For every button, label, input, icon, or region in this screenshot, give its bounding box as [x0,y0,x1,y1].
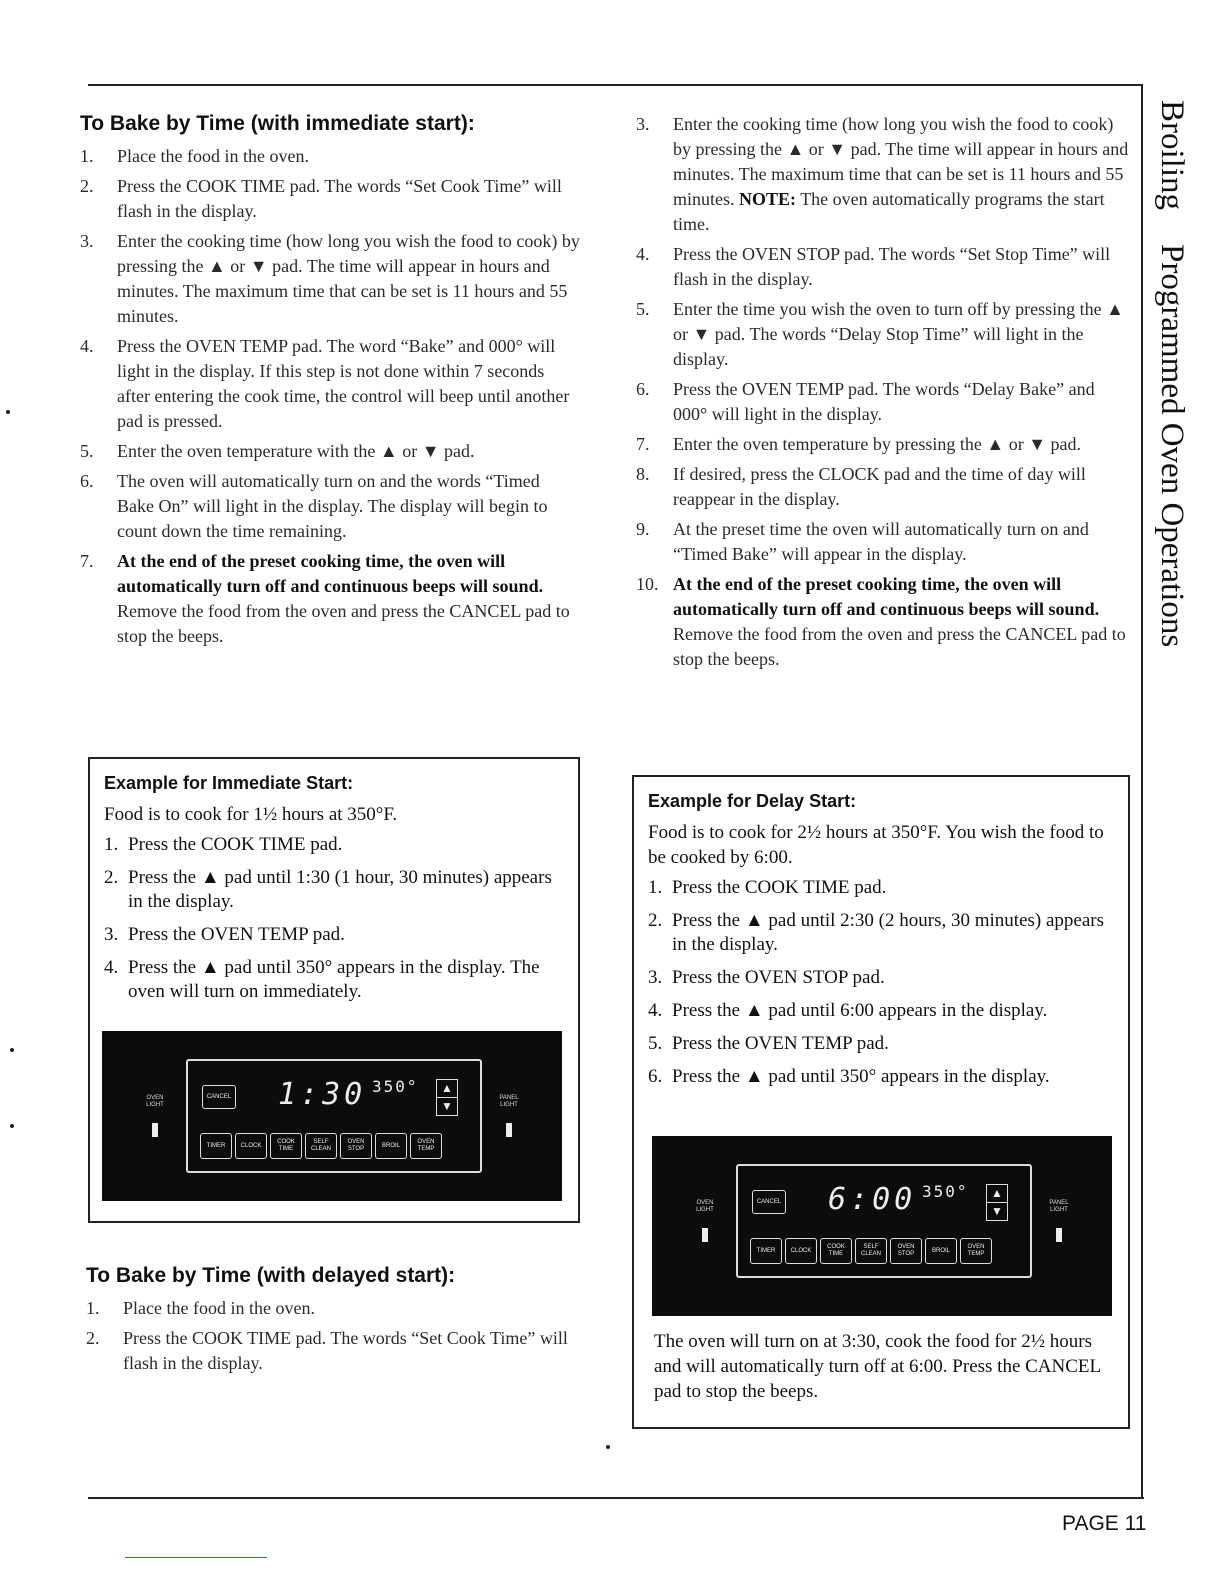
step-item [80,334,580,434]
arrow-pads [436,1079,458,1116]
down-arrow-button[interactable]: ▼ [441,1099,453,1113]
step-text: Press the OVEN TEMP pad. The words “Delay Bake” and 000° will light in the display. [673,379,1095,424]
broil-button[interactable]: BROIL [925,1238,957,1264]
example-delay-intro: Food is to cook for 2½ hours at 350°F. You wish the food to be cooked by 6:00. [648,822,1104,868]
margin-dot [6,410,10,414]
step-text: Press the COOK TIME pad. The words “Set Cook Time” will flash in the display. [123,1328,568,1373]
step-number: 3. [636,114,650,134]
panel-light-label: PANEL LIGHT [499,1095,519,1108]
step-item [648,876,1114,900]
step-item [648,966,1114,990]
step-item [648,999,1114,1023]
delayed-left [86,1264,586,1381]
up-arrow-button[interactable]: ▲ [437,1080,457,1098]
delayed-heading: To Bake by Time (with delayed start): [86,1264,456,1287]
step-text: At the preset time the oven will automatically turn on and “Timed Bake” will appear in the display. [673,519,1089,564]
step-item [80,549,580,649]
step-text: Press the OVEN TEMP pad. [672,1033,889,1054]
step-item [636,517,1130,567]
step-text: If desired, press the CLOCK pad and the time of day will reappear in the display. [673,464,1086,509]
step-number: 6. [648,1066,663,1087]
step-item [80,439,580,464]
example-delay-note: The oven will turn on at 3:30, cook the food for 2½ hours and will automatically turn off at 6:00. Press the CANCEL pad to stop the beeps. [654,1331,1101,1402]
step-item [80,174,580,224]
step-text: Place the food in the oven. [117,146,309,166]
step-item [104,833,564,857]
step-number: 1. [648,877,663,898]
step-text: Enter the cooking time (how long you wish the food to cook) by pressing the ▲ or ▼ pad. The time will appear in hours and minutes. The maximum time that can be set is 11 hours and 55 minutes. [117,231,580,326]
side-title-programmed: Programmed Oven Operations [1154,244,1190,648]
step-number: 3. [648,967,663,988]
example-delay-title: Example for Delay Start: [648,791,857,811]
step-number: 8. [636,464,650,484]
bottom-rule [88,1497,1144,1499]
oven-temp-button[interactable]: OVEN TEMP [410,1133,442,1159]
step-number: 2. [648,910,663,931]
step-text: Enter the time you wish the oven to turn off by pressing the ▲ or ▼ pad. The words “Delay Stop Time” will light in the display. [673,299,1124,369]
step-number: 6. [80,471,94,491]
immediate-steps [80,144,580,649]
step-item [86,1326,586,1376]
margin-dot [10,1048,14,1052]
oven-temp-button[interactable]: OVEN TEMP [960,1238,992,1264]
cook-time-button[interactable]: COOK TIME [820,1238,852,1264]
step-text: Press the ▲ pad until 350° appears in the display. The oven will turn on immediately. [128,957,540,1002]
step-text-tail: The oven automatically programs the start time. [673,189,1105,234]
step-item [80,144,580,169]
step-item [636,242,1130,292]
display-temp: 350° [922,1182,969,1201]
self-clean-button[interactable]: SELF CLEAN [855,1238,887,1264]
example-immediate-title: Example for Immediate Start: [104,773,354,793]
panel-light-indicator [506,1123,512,1137]
arrow-pads [986,1184,1008,1221]
panel-light-label: PANEL LIGHT [1049,1200,1069,1213]
panel-light-indicator [1056,1228,1062,1242]
oven-stop-button[interactable]: OVEN STOP [890,1238,922,1264]
oven-light-indicator [152,1123,158,1137]
step-text: Press the COOK TIME pad. [128,834,343,855]
top-rule [88,84,1142,86]
immediate-heading: To Bake by Time (with immediate start): [80,112,475,135]
step-text: Press the ▲ pad until 2:30 (2 hours, 30 minutes) appears in the display. [672,910,1104,955]
step-item [636,432,1130,457]
margin-dot [606,1445,610,1449]
step-number: 3. [80,231,94,251]
display-time: 6:00 [828,1182,917,1217]
step-text: Enter the oven temperature by pressing the ▲ or ▼ pad. [673,434,1082,454]
broil-button[interactable]: BROIL [375,1133,407,1159]
step-text: Press the OVEN TEMP pad. The word “Bake” and 000° will light in the display. If this step is not done within 7 seconds after entering the cook time, the control will beep until another pad is pressed. [117,336,570,431]
step-number: 5. [636,299,650,319]
step-item [636,572,1130,672]
step-bold-text: At the end of the preset cooking time, the oven will automatically turn off and continuous beeps will sound. [117,551,544,596]
cook-time-button[interactable]: COOK TIME [270,1133,302,1159]
step-item [80,229,580,329]
step-text: Press the ▲ pad until 1:30 (1 hour, 30 minutes) appears in the display. [128,867,552,912]
step-note-label: NOTE: [734,189,797,209]
step-number: 1. [86,1298,100,1318]
step-text: Press the COOK TIME pad. The words “Set Cook Time” will flash in the display. [117,176,562,221]
oven-light-label: OVEN LIGHT [146,1095,164,1108]
step-text: Press the OVEN TEMP pad. [128,924,345,945]
down-arrow-button[interactable]: ▼ [991,1204,1003,1218]
step-item [104,956,564,1004]
example-delay-steps [648,876,1114,1089]
delayed-steps-left [86,1296,586,1376]
step-number: 4. [636,244,650,264]
step-item [636,377,1130,427]
step-number: 3. [104,924,119,945]
step-number: 4. [104,957,119,978]
oven-light-label: OVEN LIGHT [696,1200,714,1213]
side-title [1152,100,1192,740]
step-number: 1. [80,146,94,166]
step-item [636,112,1130,237]
example-immediate-intro: Food is to cook for 1½ hours at 350°F. [104,804,398,825]
timer-button[interactable]: TIMER [200,1133,232,1159]
step-text: Press the ▲ pad until 6:00 appears in the display. [672,1000,1048,1021]
step-number: 7. [80,551,94,571]
page-number: PAGE 11 [1062,1512,1147,1535]
step-item [104,923,564,947]
display-time: 1:30 [278,1077,367,1112]
example-immediate-steps [104,833,564,1004]
step-text: Enter the oven temperature with the ▲ or ▼ pad. [117,441,475,461]
control-panel-delay [652,1136,1112,1316]
step-text: Place the food in the oven. [123,1298,315,1318]
up-arrow-button[interactable]: ▲ [987,1185,1007,1203]
step-item [86,1296,586,1321]
step-number: 5. [80,441,94,461]
step-number: 2. [86,1328,100,1348]
self-clean-button[interactable]: SELF CLEAN [305,1133,337,1159]
left-column [80,112,580,654]
step-item [636,297,1130,372]
oven-light-indicator [702,1228,708,1242]
step-text: The oven will automatically turn on and the words “Timed Bake On” will light in the display. The display will begin to count down the time remaining. [117,471,548,541]
step-text: Remove the food from the oven and press the CANCEL pad to stop the beeps. [673,624,1126,669]
margin-dot [10,1124,14,1128]
clock-button[interactable]: CLOCK [785,1238,817,1264]
step-number: 2. [104,867,119,888]
step-number: 4. [648,1000,663,1021]
clock-button[interactable]: CLOCK [235,1133,267,1159]
step-item [636,462,1130,512]
step-number: 4. [80,336,94,356]
step-item [648,909,1114,957]
step-bold-text: At the end of the preset cooking time, the oven will automatically turn off and continuous beeps will sound. [673,574,1100,619]
delayed-steps-right [636,112,1130,672]
step-number: 7. [636,434,650,454]
step-number: 6. [636,379,650,399]
step-text: Press the COOK TIME pad. [672,877,887,898]
step-text: Press the ▲ pad until 350° appears in the display. [672,1066,1050,1087]
control-panel-immediate [102,1031,562,1201]
right-rule [1141,84,1143,1498]
step-number: 5. [648,1033,663,1054]
example-delay-box [632,775,1130,1429]
oven-stop-button[interactable]: OVEN STOP [340,1133,372,1159]
step-text: Enter the cooking time (how long you wish the food to cook) by pressing the ▲ or ▼ pad. The time will appear in hours and minutes. The maximum time that can be set is 11 hours and 55 minutes. [673,114,1129,209]
step-text: Remove the food from the oven and press the CANCEL pad to stop the beeps. [117,601,570,646]
side-title-broiling: Broiling [1154,100,1190,211]
step-item [104,866,564,914]
step-text: Press the OVEN STOP pad. [672,967,885,988]
step-number: 2. [80,176,94,196]
right-column [636,112,1130,677]
step-number: 1. [104,834,119,855]
step-number: 9. [636,519,650,539]
step-item [80,469,580,544]
cancel-button[interactable]: CANCEL [752,1190,786,1214]
cancel-button[interactable]: CANCEL [202,1085,236,1109]
step-item [648,1065,1114,1089]
timer-button[interactable]: TIMER [750,1238,782,1264]
step-item [648,1032,1114,1056]
step-text: Press the OVEN STOP pad. The words “Set Stop Time” will flash in the display. [673,244,1111,289]
bottom-stub-line [125,1557,267,1558]
step-number: 10. [636,574,659,594]
display-temp: 350° [372,1077,419,1096]
